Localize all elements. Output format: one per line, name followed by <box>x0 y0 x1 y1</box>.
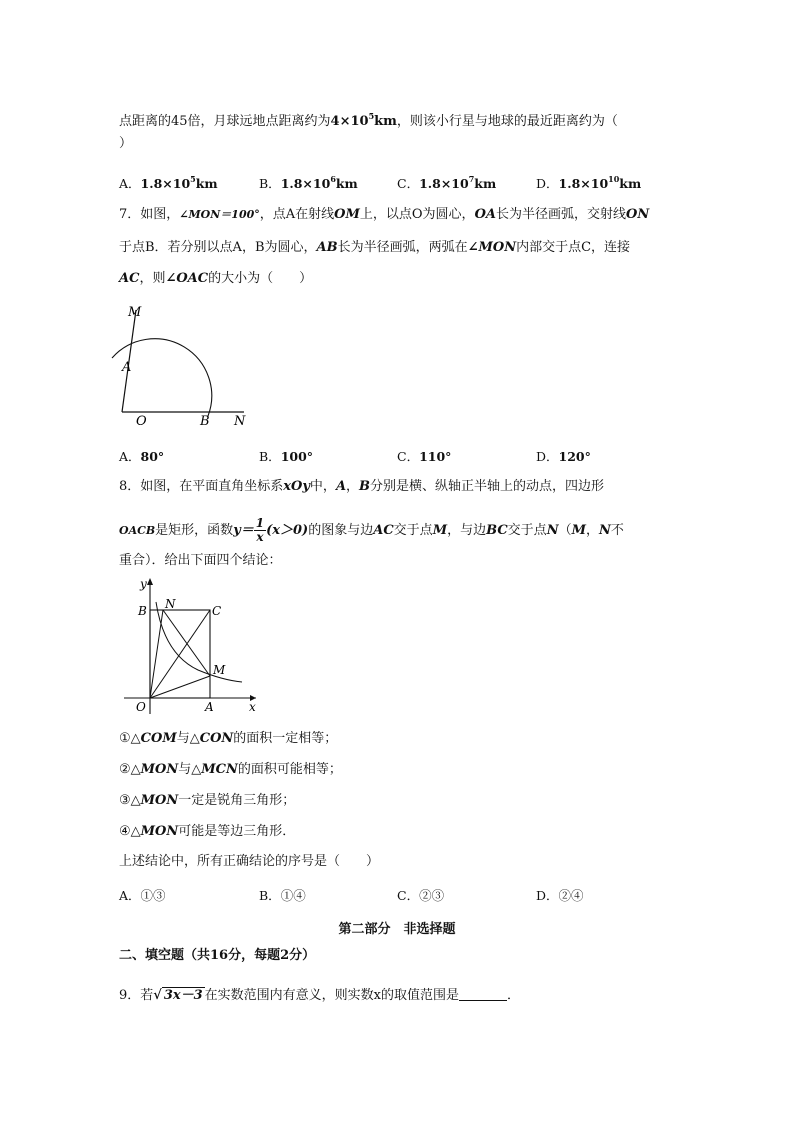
triangle-label: △MCN <box>191 762 238 777</box>
option-letter: D． <box>536 888 559 903</box>
q8-text: 的图象与边 <box>308 523 374 538</box>
q7-option-c[interactable] <box>397 447 451 465</box>
label-m: M <box>128 305 142 320</box>
q7-segment-oa: OA <box>474 207 496 222</box>
q8-question: 上述结论中，所有正确结论的序号是（ ） <box>119 854 380 869</box>
q8-text: 分别是横、纵轴正半轴上的动点，四边形 <box>370 479 605 494</box>
option-value: 100° <box>280 449 314 464</box>
q8-option-c[interactable] <box>397 886 444 904</box>
q8-conclusion-4 <box>119 824 295 840</box>
label-o: O <box>136 700 146 714</box>
triangle-label: △COM <box>130 731 177 746</box>
option-value: $1.8\times 10^7km$ <box>419 174 497 191</box>
q8-text: 8．如图，在平面直角坐标系 <box>119 479 284 494</box>
label-c: C <box>212 604 222 618</box>
q7-text: 内部交于点C，连接 <box>516 240 631 255</box>
q8-text: 交于点 <box>507 523 547 538</box>
q6-option-d[interactable] <box>536 174 641 192</box>
q8-option-b[interactable] <box>259 886 306 904</box>
label-y: y <box>140 577 147 591</box>
q7-ray-on: ON <box>626 207 650 222</box>
q7-line2 <box>119 240 630 256</box>
circled-number: ③ <box>119 793 131 808</box>
q7-text: 的大小为（ ） <box>208 271 313 286</box>
q8-text: 可能是等边三角形． <box>178 824 296 839</box>
q8-side-bc: BC <box>486 523 508 538</box>
q7-option-b[interactable] <box>259 447 313 465</box>
label-a: A <box>122 360 132 375</box>
y-axis-arrow <box>147 578 153 585</box>
triangle-label: △MON <box>130 824 179 839</box>
fraction-numerator: 1 <box>255 516 265 530</box>
q7-option-a[interactable] <box>119 447 164 465</box>
q8-text: （ <box>558 523 572 538</box>
q7-angle-mon-2: ∠MON <box>467 240 517 255</box>
circled-number: ① <box>119 731 131 746</box>
option-value: ①④ <box>280 888 306 903</box>
q9-text: ． <box>507 988 521 1003</box>
q9-radicand: 3x－3 <box>163 988 203 1003</box>
q7-segment-ac: AC <box>119 271 140 286</box>
q8-conclusion-1 <box>119 731 337 747</box>
triangle-label: △CON <box>189 731 234 746</box>
q8-text: 的面积一定相等； <box>233 731 338 746</box>
q8-line2 <box>119 516 624 546</box>
option-letter: C． <box>397 888 420 903</box>
option-value: 80° <box>140 449 165 464</box>
q8-text: 的面积可能相等； <box>237 762 342 777</box>
circled-number: ② <box>119 762 131 777</box>
option-letter: C． <box>397 176 420 191</box>
q7-figure <box>110 298 260 433</box>
q6-option-b[interactable] <box>259 174 358 192</box>
q7-text: 上，以点O为圆心， <box>359 207 475 222</box>
q8-line1 <box>119 479 604 495</box>
q8-point-n: N <box>599 523 611 538</box>
q6-expr-sup: 5 <box>368 111 375 121</box>
q8-xoy: xOy <box>283 479 310 494</box>
option-value: ②③ <box>419 888 445 903</box>
option-letter: A． <box>119 888 141 903</box>
q8-point-m: M <box>432 523 448 538</box>
label-a: A <box>205 700 214 714</box>
q7-text: 长为半径画弧，交射线 <box>495 207 626 222</box>
label-n: N <box>165 597 176 611</box>
q9-text: 在实数范围内有意义，则实数x的取值范围是 <box>204 988 460 1003</box>
q8-func-y: y＝ <box>233 523 254 538</box>
q8-text: 与 <box>176 731 190 746</box>
q8-text: 是矩形，函数 <box>155 523 234 538</box>
q8-point-n: N <box>546 523 559 538</box>
q7-text: 7．如图， <box>119 207 180 222</box>
label-m: M <box>213 663 226 677</box>
option-letter: B． <box>259 888 281 903</box>
q6-text-a: 点距离的45倍，月球远地点距离约为 <box>119 114 331 129</box>
option-letter: D． <box>536 449 559 464</box>
q8-conclusion-3 <box>119 793 295 809</box>
q8-text: 不 <box>610 523 624 538</box>
q7-ray-om: OM <box>334 207 360 222</box>
label-n: N <box>234 414 246 429</box>
q8-fraction <box>254 517 266 544</box>
option-letter: A． <box>119 449 141 464</box>
q8-func-domain: (x＞0) <box>266 523 309 538</box>
q8-line3: 重合）．给出下面四个结论： <box>119 553 282 568</box>
q8-side-ac: AC <box>373 523 394 538</box>
label-x: x <box>249 700 256 714</box>
q7-line3 <box>119 271 312 287</box>
radical-sign: √ <box>153 988 162 1003</box>
q8-conclusion-2 <box>119 762 342 778</box>
option-value: 110° <box>419 449 452 464</box>
answer-blank[interactable] <box>459 988 507 1001</box>
option-value: ②④ <box>558 888 584 903</box>
q6-expression <box>330 111 397 129</box>
q6-option-a[interactable] <box>119 174 218 192</box>
q8-rect-oacb: OACB <box>119 524 156 537</box>
q8-option-a[interactable] <box>119 886 166 904</box>
q8-figure <box>118 574 268 716</box>
q6-line2: ） <box>119 136 133 151</box>
circled-number: ④ <box>119 824 131 839</box>
label-o: O <box>136 414 147 429</box>
q6-text-b: ，则该小行星与地球的最近距离约为（ <box>396 114 618 129</box>
q6-expr-unit: km <box>374 114 397 129</box>
triangle-label: △MON <box>130 762 179 777</box>
option-value: ①③ <box>140 888 166 903</box>
fraction-denominator: x <box>256 530 264 544</box>
label-b: B <box>138 604 147 618</box>
segment-om <box>150 676 210 698</box>
q8-point-b: B <box>359 479 371 494</box>
q7-line1 <box>119 207 649 223</box>
option-value: $1.8\times 10^{10}km$ <box>558 174 642 191</box>
segment-oc <box>150 610 210 698</box>
option-letter: B． <box>259 176 281 191</box>
q8-text: ， <box>585 523 599 538</box>
q7-angle-mon: ∠MON＝100° <box>179 208 260 221</box>
q8-point-m: M <box>571 523 586 538</box>
q8-text: 与 <box>178 762 192 777</box>
q7-text: ，则 <box>139 271 166 286</box>
option-letter: A． <box>119 176 141 191</box>
q8-text: ， <box>346 479 360 494</box>
q8-text: 交于点 <box>393 523 433 538</box>
q9-text: 9．若 <box>119 988 154 1003</box>
q6-option-c[interactable] <box>397 174 496 192</box>
q7-segment-ab: AB <box>316 240 338 255</box>
option-letter: D． <box>536 176 559 191</box>
triangle-label: △MON <box>130 793 179 808</box>
option-value: $1.8\times 10^5km$ <box>140 174 218 191</box>
option-letter: B． <box>259 449 281 464</box>
q8-text: 一定是锐角三角形； <box>178 793 296 808</box>
q8-option-d[interactable] <box>536 886 584 904</box>
q6-expr-base: 4×10 <box>330 114 369 129</box>
q8-text: 中， <box>309 479 336 494</box>
label-b: B <box>200 414 210 429</box>
q8-point-a: A <box>335 479 347 494</box>
section-two-heading: 二、填空题（共16分，每题2分） <box>119 948 316 963</box>
segment-on <box>150 610 163 698</box>
q7-angle-oac: ∠OAC <box>165 271 209 286</box>
q7-text: ，点A在射线 <box>259 207 335 222</box>
option-letter: C． <box>397 449 420 464</box>
q9-line <box>119 988 520 1004</box>
q7-text: 于点B．若分别以点A，B为圆心， <box>119 240 317 255</box>
q7-text: 长为半径画弧，两弧在 <box>337 240 468 255</box>
q8-text: ，与边 <box>447 523 487 538</box>
q7-option-d[interactable] <box>536 447 591 465</box>
part-two-title: 第二部分 非选择题 <box>338 922 456 937</box>
q6-line1 <box>119 108 618 130</box>
option-value: 120° <box>558 449 591 464</box>
option-value: $1.8\times 10^6km$ <box>280 174 358 191</box>
